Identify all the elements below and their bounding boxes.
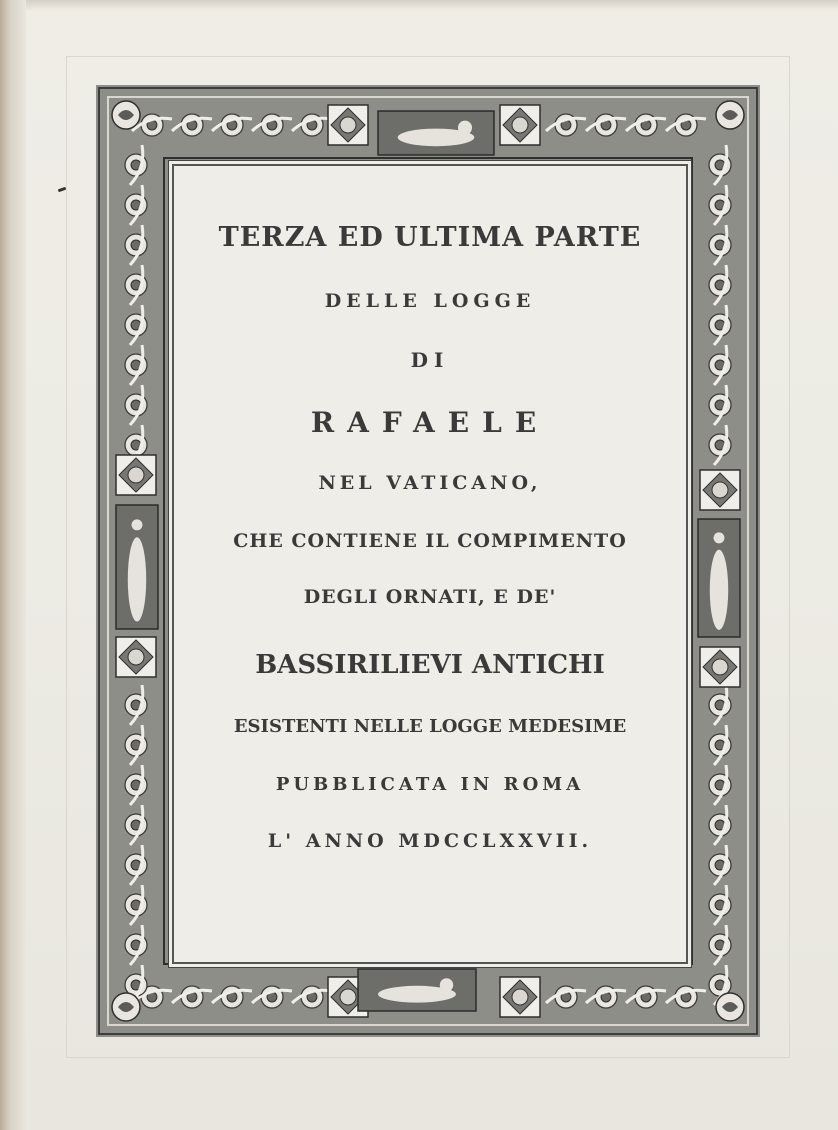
mask-face (128, 467, 144, 483)
mask-face (340, 989, 356, 1005)
title-line-4: RAFAELE (310, 406, 550, 439)
standing-figure-head (714, 532, 725, 543)
mask-face (712, 482, 728, 498)
standing-figure-body (128, 537, 146, 621)
mask-face (128, 649, 144, 665)
figure-head (458, 121, 472, 135)
mask-face (712, 659, 728, 675)
figure-head (440, 978, 453, 991)
title-line-7: DEGLI ORNATI, E DE' (303, 586, 557, 608)
mask-face (512, 117, 528, 133)
title-panel (172, 164, 688, 964)
standing-figure-head (132, 519, 143, 530)
title-line-11: L' ANNO MDCCLXXVII. (267, 830, 593, 852)
book-spine (0, 0, 26, 1130)
title-line-8: BASSIRILIEVI ANTICHI (255, 650, 605, 680)
title-line-3: DI (410, 348, 450, 372)
ink-mark (58, 187, 67, 193)
title-line-10: PUBBLICATA IN ROMA (275, 774, 585, 795)
title-line-1: TERZA ED ULTIMA PARTE (218, 222, 642, 253)
title-line-2: DELLE LOGGE (324, 290, 536, 312)
mask-face (512, 989, 528, 1005)
page-edge (26, 0, 838, 10)
title-line-6: CHE CONTIENE IL COMPIMENTO (233, 530, 627, 552)
standing-figure-body (710, 550, 728, 630)
mask-face (340, 117, 356, 133)
title-line-9: ESISTENTI NELLE LOGGE MEDESIME (233, 716, 627, 737)
title-line-5: NEL VATICANO, (318, 472, 542, 494)
